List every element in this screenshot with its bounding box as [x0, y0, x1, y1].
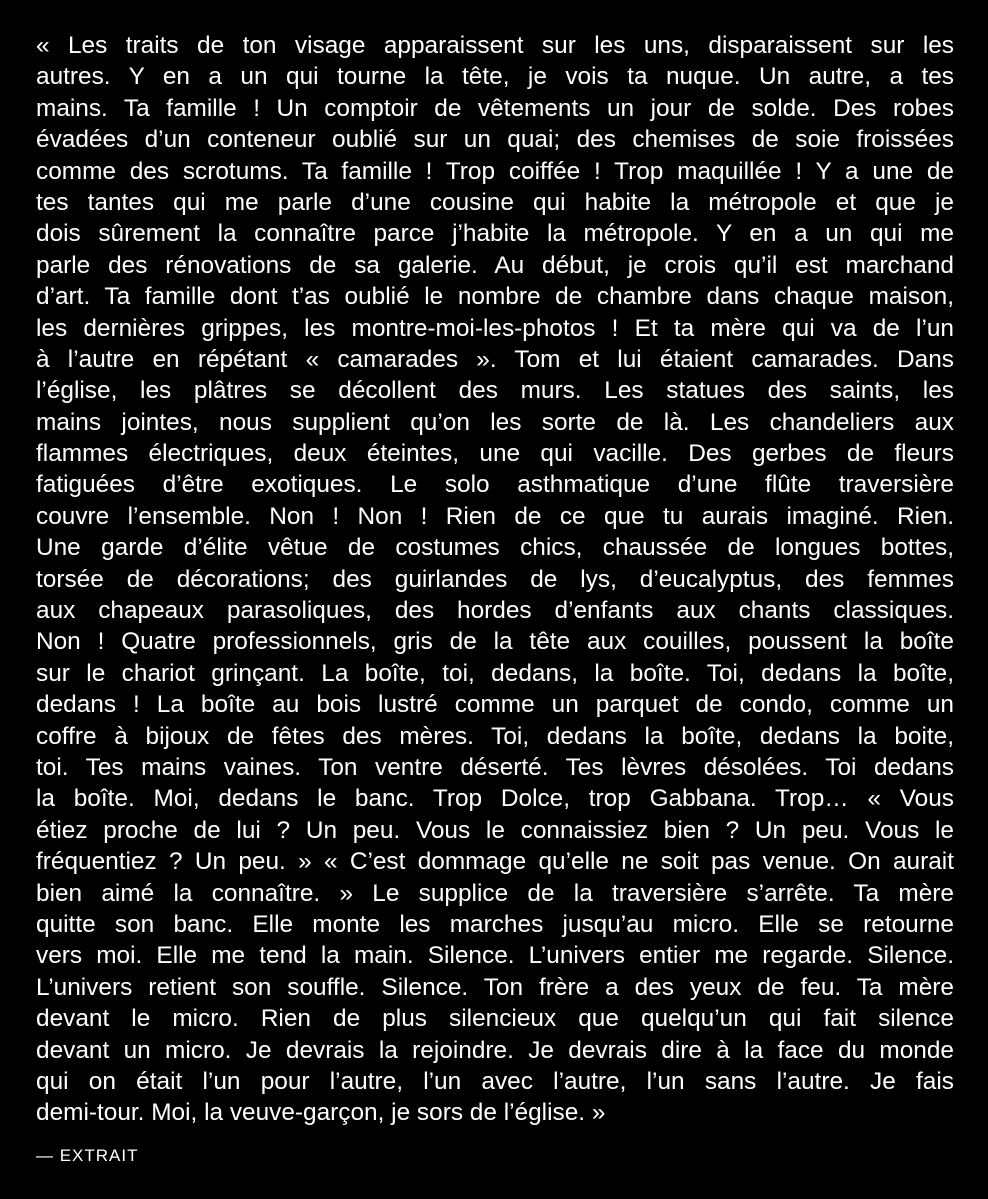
excerpt-line: sur le chariot grinçant. La boîte, toi, dedans, la boîte. Toi, dedans la boîte, [36, 659, 954, 687]
excerpt-line: couvre l’ensemble. Non ! Non ! Rien de ce que tu aurais imaginé. Rien. [36, 502, 954, 530]
excerpt-line: mains jointes, nous supplient qu’on les sorte de là. Les chandeliers aux [36, 408, 954, 436]
excerpt-line: torsée de décorations; des guirlandes de lys, d’eucalyptus, des femmes [36, 565, 954, 593]
excerpt-line: vers moi. Elle me tend la main. Silence. L’univers entier me regarde. Silence. [36, 942, 954, 970]
excerpt-line: tes tantes qui me parle d’une cousine qui habite la métropole et que je [36, 188, 954, 216]
excerpt-line: l’église, les plâtres se décollent des murs. Les statues des saints, les [36, 377, 954, 405]
excerpt-line: quitte son banc. Elle monte les marches jusqu’au micro. Elle se retourne [36, 910, 954, 938]
excerpt-attribution: — EXTRAIT [36, 1146, 139, 1165]
excerpt-line: aux chapeaux parasoliques, des hordes d’enfants aux chants classiques. [36, 597, 954, 625]
excerpt-line: dois sûrement la connaître parce j’habite la métropole. Y en a un qui me [36, 220, 954, 248]
excerpt-line: bien aimé la connaître. » Le supplice de la traversière s’arrête. Ta mère [36, 879, 954, 907]
excerpt-line: d’art. Ta famille dont t’as oublié le nombre de chambre dans chaque maison, [36, 283, 954, 311]
excerpt-line: fréquentiez ? Un peu. » « C’est dommage qu’elle ne soit pas venue. On aurait [36, 848, 954, 876]
excerpt-line: fatiguées d’être exotiques. Le solo asthmatique d’une flûte traversière [36, 471, 954, 499]
excerpt-line: demi-tour. Moi, la veuve-garçon, je sors de l’église. » [36, 1099, 606, 1127]
excerpt-line: à l’autre en répétant « camarades ». Tom et lui étaient camarades. Dans [36, 345, 954, 373]
excerpt-line: qui on était l’un pour l’autre, l’un avec l’autre, l’un sans l’autre. Je fais [36, 1067, 954, 1095]
excerpt-text [36, 30, 954, 1129]
excerpt-line: devant un micro. Je devrais la rejoindre. Je devrais dire à la face du monde [36, 1036, 954, 1064]
excerpt-line: flammes électriques, deux éteintes, une qui vacille. Des gerbes de fleurs [36, 440, 954, 468]
excerpt-line: la boîte. Moi, dedans le banc. Trop Dolce, trop Gabbana. Trop… « Vous [36, 785, 954, 813]
excerpt-line: dedans ! La boîte au bois lustré comme un parquet de condo, comme un [36, 691, 954, 719]
excerpt-line: toi. Tes mains vaines. Ton ventre déserté. Tes lèvres désolées. Toi dedans [36, 753, 954, 781]
excerpt-line: devant le micro. Rien de plus silencieux que quelqu’un qui fait silence [36, 1005, 954, 1033]
excerpt-line: coffre à bijoux de fêtes des mères. Toi, dedans la boîte, dedans la boite, [36, 722, 954, 750]
excerpt-line: les dernières grippes, les montre-moi-les-photos ! Et ta mère qui va de l’un [36, 314, 954, 342]
excerpt-line: comme des scrotums. Ta famille ! Trop coiffée ! Trop maquillée ! Y a une de [36, 157, 954, 185]
excerpt-line: étiez proche de lui ? Un peu. Vous le connaissiez bien ? Un peu. Vous le [36, 816, 954, 844]
excerpt-line: parle des rénovations de sa galerie. Au début, je crois qu’il est marchand [36, 251, 954, 279]
excerpt-line: évadées d’un conteneur oublié sur un quai; des chemises de soie froissées [36, 126, 954, 154]
excerpt-line: mains. Ta famille ! Un comptoir de vêtements un jour de solde. Des robes [36, 94, 954, 122]
excerpt-line: Non ! Quatre professionnels, gris de la tête aux couilles, poussent la boîte [36, 628, 954, 656]
excerpt-line: autres. Y en a un qui tourne la tête, je vois ta nuque. Un autre, a tes [36, 63, 954, 91]
excerpt-line: Une garde d’élite vêtue de costumes chics, chaussée de longues bottes, [36, 534, 954, 562]
excerpt-line: « Les traits de ton visage apparaissent sur les uns, disparaissent sur les [36, 32, 954, 59]
excerpt-line: L’univers retient son souffle. Silence. Ton frère a des yeux de feu. Ta mère [36, 973, 954, 1001]
